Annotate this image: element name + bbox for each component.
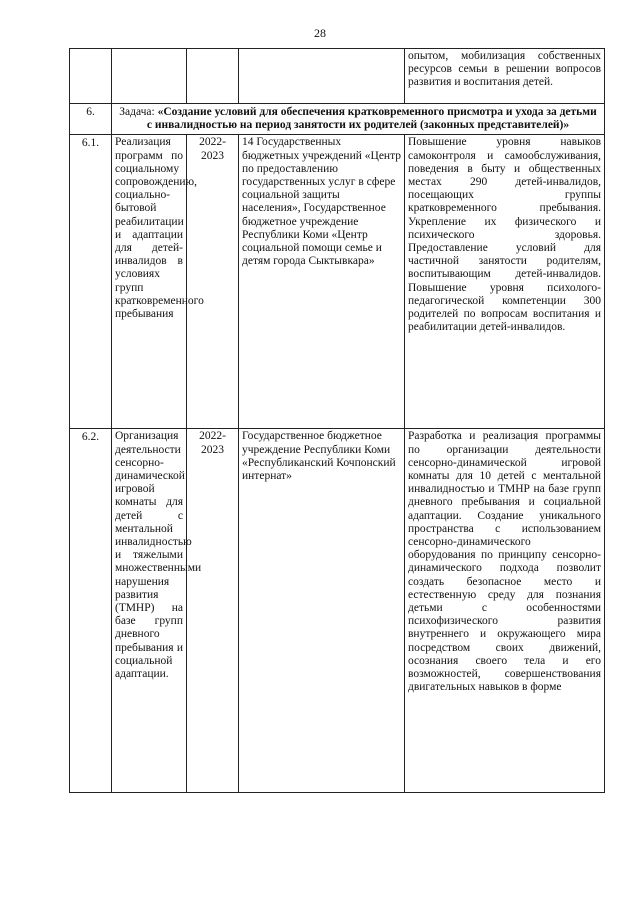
page-number: 28: [314, 26, 326, 40]
task-label: Задача:: [119, 106, 155, 118]
row-result: Разработка и реализация программы по организации деятельности сенсорно-динамической игровой комнаты для 10 детей с ментальной инвалидностью и ТМНР на базе групп дневного пребывания и социальной адаптации. Создание уникального пространства с использованием сенсорно-динамического оборудования по принципу сенсорно-динамического подхода позволит создать безопасное место и естественную среду для познания детьми с особенностями психофизического развития внутреннего и окружающего мира посредством своих движений, осознания своего тела и его возможностей, совершенствования двигательных навыков в форме: [405, 429, 605, 793]
program-table: [69, 48, 605, 793]
row-years: 2022-2023: [187, 429, 239, 793]
task-cell: [112, 104, 605, 135]
cell-number: [70, 49, 112, 104]
table-row: [70, 135, 605, 429]
cell-years: [187, 49, 239, 104]
row-executor: 14 Государственных бюджетных учреждений «Центр по предоставлению государственных услуг в сфере социальной защиты населения», Государственное бюджетное учреждение Республики Коми «Центр социальной помощи семье и детям города Сыктывкара»: [239, 135, 405, 429]
row-number: 6.1.: [70, 135, 112, 429]
task-number: 6.: [70, 104, 112, 135]
task-row: [70, 104, 605, 135]
row-activity: Организация деятельности сенсорно-динамической игровой комнаты для детей с ментальной инвалидностью и тяжелыми множественными нарушения развития (ТМНР) на базе групп дневного пребывания и социальной адаптации.: [112, 429, 187, 793]
row-executor: Государственное бюджетное учреждение Республики Коми «Республиканский Кочпонский интернат»: [239, 429, 405, 793]
row-result: Повышение уровня навыков самоконтроля и самообслуживания, поведения в быту и общественных местах 290 детей-инвалидов, посещающих группы кратковременного пребывания. Укрепление их физического и психического здоровья. Предоставление условий для частичной занятости родителям, воспитывающим детей-инвалидов. Повышение уровня психолого-педагогической компетенции 300 родителей по вопросам воспитания и реабилитации детей-инвалидов.: [405, 135, 605, 429]
continuation-row: [70, 49, 605, 104]
task-text: «Создание условий для обеспечения кратковременного присмотра и ухода за детьми с инвалидностью на период занятости их родителей (законных представителей)»: [146, 106, 597, 132]
row-activity: Реализация программ по социальному сопровождению, социально-бытовой реабилитации и адаптации для детей-инвалидов в условиях групп кратковременного пребывания: [112, 135, 187, 429]
cell-activity: [112, 49, 187, 104]
cell-result: опытом, мобилизация собственных ресурсов семьи в решении вопросов развития и воспитания детей.: [405, 49, 605, 104]
table-row: [70, 429, 605, 793]
cell-executor: [239, 49, 405, 104]
row-years: 2022-2023: [187, 135, 239, 429]
row-number: 6.2.: [70, 429, 112, 793]
